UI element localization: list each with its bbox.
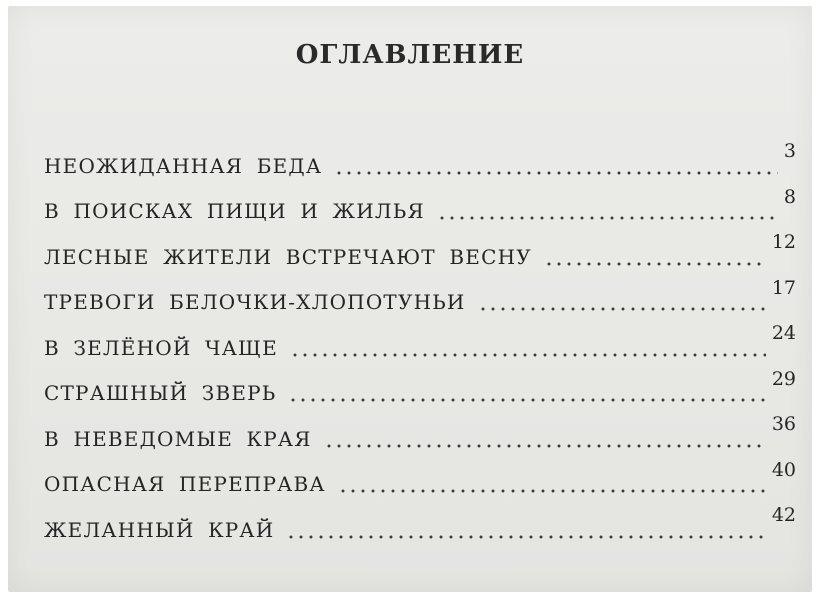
toc-entry-label: В ПОИСКАХ ПИЩИ И ЖИЛЬЯ	[44, 199, 425, 223]
toc-page-number: 24	[771, 322, 796, 344]
toc-page-number: 17	[771, 276, 796, 299]
toc-entry-label: ТРЕВОГИ БЕЛОЧКИ-ХЛОПОТУНЬИ	[44, 290, 466, 314]
toc-entry	[44, 368, 796, 414]
toc-entry-label: НЕОЖИДАННАЯ БЕДА	[44, 153, 323, 178]
toc-dot-leader	[334, 171, 778, 175]
toc-dot-leader	[324, 444, 766, 448]
toc-entry	[44, 277, 796, 323]
toc-entry	[44, 231, 796, 277]
page-title: ОГЛАВЛЕНИЕ	[295, 40, 525, 70]
toc-entry-label: СТРАШНЫЙ ЗВЕРЬ	[44, 381, 277, 405]
toc-entry-label: ЖЕЛАННЫЙ КРАЙ	[44, 517, 275, 542]
toc-entry	[44, 504, 796, 550]
toc-entry	[44, 140, 796, 186]
toc-page-number: 12	[771, 231, 796, 253]
toc-dot-leader	[338, 489, 766, 493]
toc-page-number: 36	[771, 413, 796, 435]
table-of-contents	[44, 140, 796, 550]
toc-entry-label: В ЗЕЛЁНОЙ ЧАЩЕ	[44, 335, 278, 360]
toc-dot-leader	[437, 216, 778, 220]
toc-dot-leader	[290, 353, 766, 357]
toc-entry	[44, 413, 796, 459]
toc-page-number: 42	[771, 504, 796, 526]
toc-dot-leader	[478, 307, 766, 311]
toc-page-number: 3	[783, 140, 796, 162]
toc-entry	[44, 322, 796, 368]
toc-dot-leader	[286, 535, 766, 539]
toc-entry-label: В НЕВЕДОМЫЕ КРАЯ	[44, 426, 312, 451]
toc-entry	[44, 459, 796, 505]
toc-dot-leader	[544, 262, 766, 266]
toc-dot-leader	[288, 398, 766, 402]
toc-entry-label: ОПАСНАЯ ПЕРЕПРАВА	[44, 472, 326, 496]
toc-page-number: 40	[771, 458, 796, 481]
toc-entry	[44, 186, 796, 232]
toc-page-number: 29	[771, 367, 796, 390]
toc-page-number: 8	[783, 185, 796, 208]
toc-entry-label: ЛЕСНЫЕ ЖИТЕЛИ ВСТРЕЧАЮТ ВЕСНУ	[44, 244, 532, 269]
